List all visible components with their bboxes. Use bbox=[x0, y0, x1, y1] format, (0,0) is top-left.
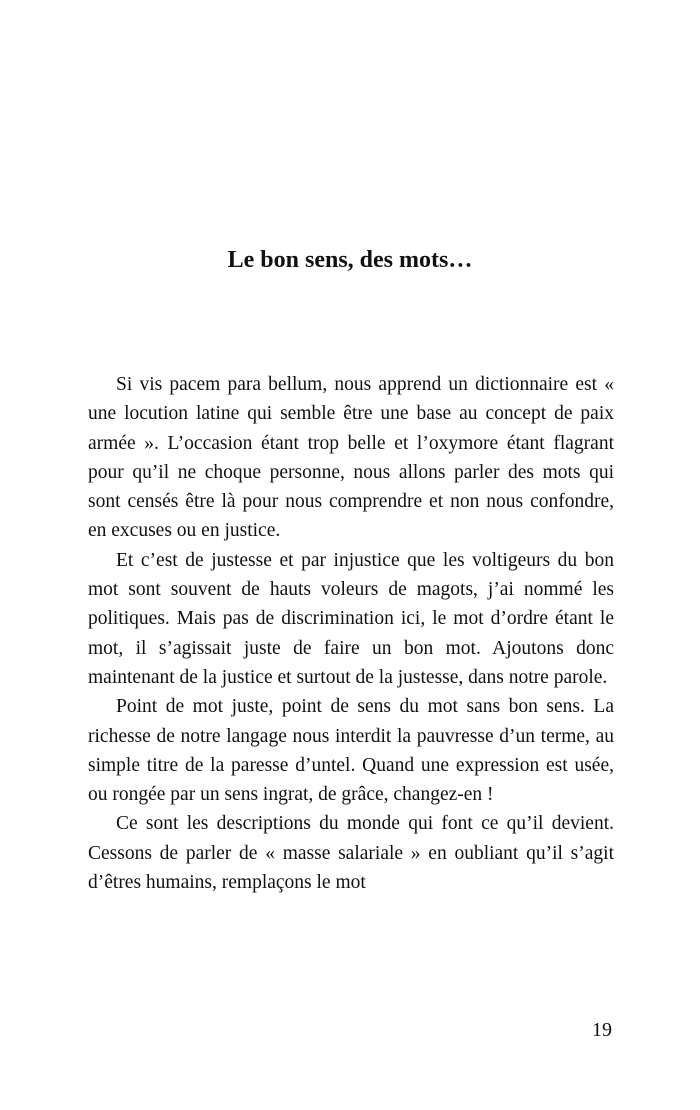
paragraph: Et c’est de justesse et par injustice que les voltigeurs du bon mot sont souvent de hauts voleurs de magots, j’ai nommé les politiques. Mais pas de discrimination ici, le mot d’ordre étant le mot, il s’agissait juste de faire un bon mot. Ajoutons donc maintenant de la justice et surtout de la justesse, dans notre parole. bbox=[88, 549, 614, 688]
paragraph: Ce sont les descriptions du monde qui font ce qu’il devient. Cessons de parler de « masse salariale » en oubliant qu’il s’agit d’êtres humains, remplaçons le mot bbox=[88, 813, 614, 894]
chapter-title: Le bon sens, des mots… bbox=[227, 247, 473, 273]
page-number: 19 bbox=[592, 1019, 612, 1041]
body-text bbox=[88, 370, 614, 897]
paragraph: Point de mot juste, point de sens du mot sans bon sens. La richesse de notre langage nous interdit la pauvresse d’un terme, au simple titre de la paresse d’untel. Quand une expression est usée, ou rongée par un sens ingrat, de grâce, changez-en ! bbox=[88, 696, 614, 806]
paragraph: Si vis pacem para bellum, nous apprend un dictionnaire est « une locution latine qui semble être une base au concept de paix armée ». L’occasion étant trop belle et l’oxymore étant flagrant pour qu’il ne choque personne, nous allons parler des mots qui sont censés être là pour nous comprendre et non nous confondre, en excuses ou en justice. bbox=[88, 374, 614, 542]
